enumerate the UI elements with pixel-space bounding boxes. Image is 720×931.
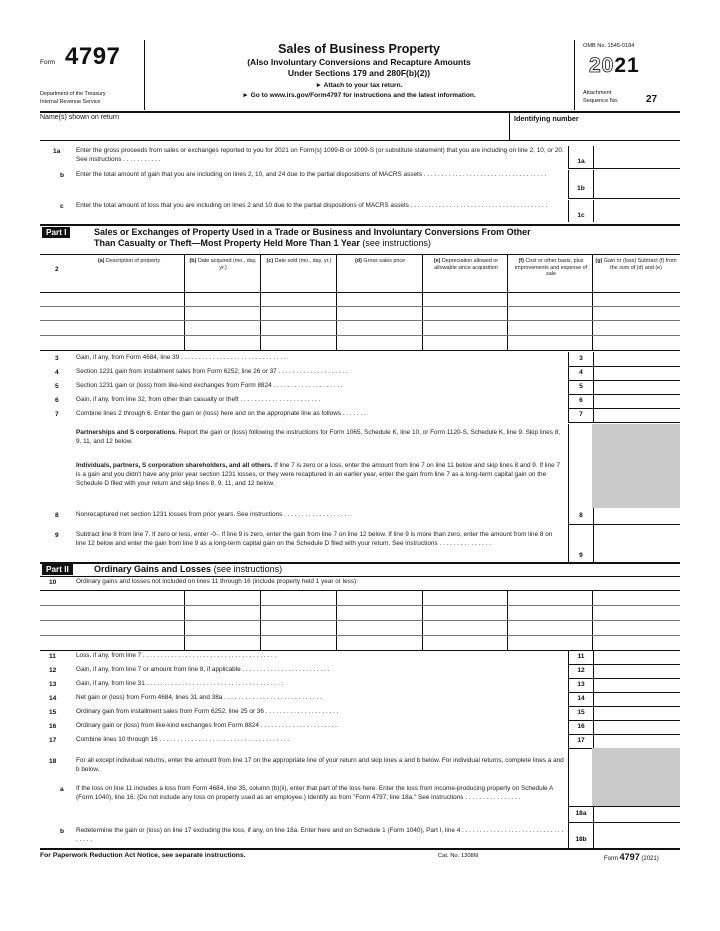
col-g-text: Gain or (loss) Subtract (f) from the sum of (d) and (e) [603,258,677,271]
attach-instruction: ► Attach to your tax return. [315,82,403,89]
shaded-area [592,424,680,508]
line-1c-letter: c [60,203,64,210]
line-text: Loss, if any, from line 7 . . . . . . . . . . . . . . . . . . . . . . . . . . . . . . . . . . . . . . [76,652,277,659]
line-text: Combine lines 10 through 16 . . . . . . . . . . . . . . . . . . . . . . . . . . . . . . . . . . . . . [76,736,290,743]
col-c-letter: (c) [266,258,274,264]
col-b-header [186,258,260,271]
line-text: Ordinary gain or (loss) from like-kind exchanges from Form 8824 . . . . . . . . . . . . . . . . . . . . . . [76,722,338,729]
line-text: Gain, if any, from line 31 . . . . . . . . . . . . . . . . . . . . . . . . . . . . . . . . . . . . . . . [76,680,284,687]
line-text: Gain, if any, from Form 4684, line 39 . . . . . . . . . . . . . . . . . . . . . . . . . . . . . . [76,354,286,361]
individuals-text: If line 7 is zero or a loss, enter the amount from line 7 on line 11 below and skip lines 8 and 9. If line 7 is a gain and you didn't have any prior year section 1231 losses, or they were recaptured in an earlier year, enter the gain from line 7 as a long-term capital gain on the Schedule D filed with your return and skip lines 8, 9, 11, and 12 below. [76,462,561,487]
line-text: Combine lines 2 through 6. Enter the gain or (loss) here and on the appropriate line as follows . . . . . . . [76,410,366,417]
omb-block [574,40,681,110]
part2-title-note: (see instructions) [213,564,283,574]
grid-bottom-rule [40,350,680,351]
form-title-block [144,40,574,110]
individuals-bold: Individuals, partners, S corporation shareholders, and all others. [76,462,273,469]
form-word: Form [40,59,56,66]
line-text: Net gain or (loss) from Form 4684, lines 31 and 38a . . . . . . . . . . . . . . . . . . . . . . . . . . . . [76,694,322,701]
line-box-label: 14 [568,692,594,706]
goto-instruction: ► Go to www.irs.gov/Form4797 for instructions and the latest information. [242,92,476,99]
form-subtitle1: (Also Involuntary Conversions and Recapture Amounts [247,57,471,67]
col-f-text: Cost or other basis, plus improvements and expense of sale [514,258,588,278]
line-9-amount[interactable] [592,524,680,562]
paperwork-notice: For Paperwork Reduction Act Notice, see separate instructions. [40,852,246,859]
col-e-text: Depreciation allowed or allowable since acquisition [434,258,499,271]
col-g-letter: (g) [595,258,603,264]
footer-form-id [604,852,659,862]
line-1b-text: Enter the total amount of gain that you are including on lines 2, 10, and 24 due to the partial dispositions of MACRS assets . . . . . . . . . . . . . . . . . . . . . . . . . . . . . . . . . . . [76,171,547,178]
line-box-label: 3 [568,352,594,366]
line-9-text: Subtract line 8 from line 7. If zero or less, enter -0-. If line 9 is zero, enter the gain from line 7 on line 12 below. If line 9 is more than zero, enter the amount from line 8 on line 12 below and enter the gain from line 9 as a long-term capital gain on the Schedule D filed with your return. See instructions . . . . . . . . . . . . . . . [76,531,553,547]
line-18b-box: 18b [568,822,594,848]
form-subtitle2: Under Sections 179 and 280F(b)(2)) [287,68,431,78]
line-9-box: 9 [568,524,594,562]
line-box-label: 17 [568,734,594,748]
part1-tag: Part I [42,227,70,238]
line-18a-amount[interactable] [592,806,680,822]
col-d-letter: (d) [354,258,362,264]
line-number: 4 [55,369,59,376]
col-f-letter: (f) [518,258,524,264]
partnerships-text: Report the gain or (loss) following the instructions for Form 1065, Schedule K, line 10, or Form 1120-S, Schedule K, line 9. Skip lines 8, 9, 11, and 12 below. [76,429,561,445]
rule-1a [568,168,680,169]
form-title: Sales of Business Property [278,42,440,56]
form-header [40,40,680,112]
col-d-text: Gross sales price [363,258,406,264]
individuals-note [76,461,564,488]
names-rule [40,140,680,141]
part2-title-text: Ordinary Gains and Losses [94,564,212,574]
table-row[interactable] [40,306,680,307]
rule-18a-top [568,806,680,807]
col-f-header [510,258,592,278]
department-line1: Department of the Treasury [40,91,106,97]
rule-1b [568,198,680,199]
line-number: 12 [49,667,57,674]
line-18b-text: Redetermine the gain or (loss) on line 17 excluding the loss, if any, on line 18a. Enter here and on Schedule 1 (Form 1040), Part I, line 4 . . . . . . . . . . . . . . . . . . . . . . . . . . . . . . . . . . [76,827,564,843]
line-1b-amount[interactable] [592,170,680,198]
attachment-label [583,90,618,105]
footer-form-number: 4797 [619,852,640,862]
col-c-header [262,258,336,265]
shaded-area [592,748,680,806]
col-a-header [74,258,184,265]
part1-title-line1: Sales or Exchanges of Property Used in a Trade or Business and Involuntary Conversions From Other [94,227,531,237]
line-text: Gain, if any, from line 7 or amount from line 8, if applicable . . . . . . . . . . . . . . . . . . . . . . . . . [76,666,330,673]
line-1a-box: 1a [568,146,594,168]
sequence-number: 27 [646,94,658,105]
line-1a-amount[interactable] [592,146,680,168]
form-id-block [40,40,145,110]
line-box-label: 16 [568,720,594,734]
col-b-letter: (b) [189,258,197,264]
part1-title-note: (see instructions) [362,238,431,248]
line-1b-letter: b [60,172,65,179]
catalog-number: Cat. No. 13086I [438,853,479,859]
department [40,90,106,106]
line-amount-field[interactable] [592,408,680,422]
col-e-header [425,258,507,271]
line-amount-field[interactable] [592,394,680,408]
line-number: 3 [55,355,59,362]
partnerships-note [76,428,564,446]
table-row[interactable] [40,605,680,606]
line-number: 14 [49,695,57,702]
line-amount-field[interactable] [592,650,680,664]
department-line2: Internal Revenue Service [40,99,101,105]
tax-year-bold: 21 [614,54,640,77]
line-10-rule [40,590,680,591]
line-text: Section 1231 gain from installment sales from Form 6252, line 26 or 37 . . . . . . . . . . . . . . . . . . . . [76,368,348,375]
attachment-line1: Attachment [583,90,612,96]
col-a-text: Description of property [105,258,161,264]
footer-form-year: (2021) [641,856,659,862]
line-text: Gain, if any, from line 32, from other than casualty or theft . . . . . . . . . . . . . . . . . . . . . . . [76,396,321,403]
omb-number: OMB No. 1545-0184 [583,43,635,49]
line-amount-field[interactable] [592,692,680,706]
line-1a-number: 1a [53,148,61,155]
line-18b-amount[interactable] [592,822,680,848]
part2-title [94,564,282,575]
line-box-label: 5 [568,380,594,394]
line-number: 17 [49,737,57,744]
line-1a-text: Enter the gross proceeds from sales or exchanges reported to you for 2021 on Form(s) 1099-B or 1099-S (or substitute statement) that you are including on line 2, 10, or 20. See instructions . . . . . . . . . . . [76,147,564,163]
col-d-header [338,258,422,265]
line-number: 7 [55,411,59,418]
line-18-text: For all except individual returns, enter the amount from line 17 on the appropriate line of your return and skip lines a and b below. For individual returns, complete lines a and b below. [76,757,564,773]
line-box-label: 15 [568,706,594,720]
table-row[interactable] [40,635,680,636]
line-8-amount[interactable] [592,508,680,524]
col-b-text: Date acquired (mo., day, yr.) [197,258,257,271]
line-18a-letter: a [60,786,64,793]
line-amount-field[interactable] [592,720,680,734]
line-1c-amount[interactable] [592,200,680,222]
line-8-text: Nonrecaptured net section 1231 losses from prior years. See instructions . . . . . . . . . . . . . . . . . . . [76,511,350,518]
line-9-number: 9 [55,532,59,539]
part2-tag: Part II [42,564,73,575]
line-box-label: 6 [568,394,594,408]
form-number: 4797 [65,43,121,70]
table-row[interactable] [40,335,680,336]
line-rule [568,422,680,423]
line-text: Ordinary gain from installment sales from Form 6252, line 25 or 36 . . . . . . . . . . . . . . . . . . . . . [76,708,339,715]
line-10-number: 10 [49,579,57,586]
line-10-text: Ordinary gains and losses not included on lines 11 through 16 (include property held 1 year or less): [76,578,358,585]
col-g-header [594,258,678,271]
line-1c-box: 1c [568,200,594,222]
line-amount-field[interactable] [592,678,680,692]
line-number: 15 [49,709,57,716]
grid-header-rule [40,292,680,293]
line-amount-field[interactable] [592,380,680,394]
line-amount-field[interactable] [592,706,680,720]
line-2-number: 2 [55,266,59,273]
part1-title-line2-wrap [94,238,684,249]
line-18-spacer [568,748,594,806]
footer-form-word: Form [604,856,618,862]
line-number: 11 [49,653,56,660]
identifying-number-field[interactable] [509,112,681,140]
line-number: 6 [55,397,59,404]
table-row[interactable] [40,620,680,621]
partnerships-bold: Partnerships and S corporations. [76,429,177,436]
col-a-letter: (a) [97,258,105,264]
tax-year [589,54,640,78]
line-box-label: 12 [568,664,594,678]
line-box-label: 4 [568,366,594,380]
line-18a-box: 18a [568,806,594,822]
line-8-box: 8 [568,508,594,524]
line-box-label: 7 [568,408,594,422]
names-label: Name(s) shown on return [40,114,119,121]
line-number: 16 [49,723,57,730]
part1-title-rule [40,254,680,255]
tax-year-outline: 20 [589,54,615,77]
line-amount-field[interactable] [592,734,680,748]
line-18a-text: If the loss on line 11 includes a loss from Form 4684, line 35, column (b)(ii), enter that part of the loss here. Enter the loss from income-producing property on Schedule A (Form 1040), line 16. (Do not include any loss on property used as an employee.) Identify as from "Form 4797, line 18a." See instructions . . . . . . . . . . . . . . . . [76,785,553,801]
line-text: Section 1231 gain or (loss) from like-kind exchanges from Form 8824 . . . . . . . . . . . . . . . . . . . . [76,382,343,389]
line-number: 13 [49,681,57,688]
line-box-label: 13 [568,678,594,692]
line-amount-field[interactable] [592,366,680,380]
part1-title-line2: Than Casualty or Theft—Most Property Held More Than 1 Year [94,238,360,248]
line-18-number: 18 [49,758,57,765]
line-7-spacer [568,424,594,508]
line-amount-field[interactable] [592,664,680,678]
line-amount-field[interactable] [592,352,680,366]
identifying-number-label: Identifying number [514,114,579,123]
line-box-label: 11 [568,650,594,664]
col-c-text: Date sold (mo., day, yr.) [274,258,332,264]
line-18b-letter: b [60,828,65,835]
line-1c-text: Enter the total amount of loss that you are including on lines 2 and 10 due to the partial dispositions of MACRS assets . . . . . . . . . . . . . . . . . . . . . . . . . . . . . . . . . . . . . . . [76,202,548,209]
line-8-number: 8 [55,512,59,519]
line-1b-box: 1b [568,170,594,198]
line-number: 5 [55,383,59,390]
part1-top-rule [40,224,680,226]
col-e-letter: (e) [433,258,441,264]
table-row[interactable] [40,320,680,321]
footer-rule [40,848,680,850]
attachment-line2: Sequence No. [583,97,619,104]
part1-title [94,227,684,249]
